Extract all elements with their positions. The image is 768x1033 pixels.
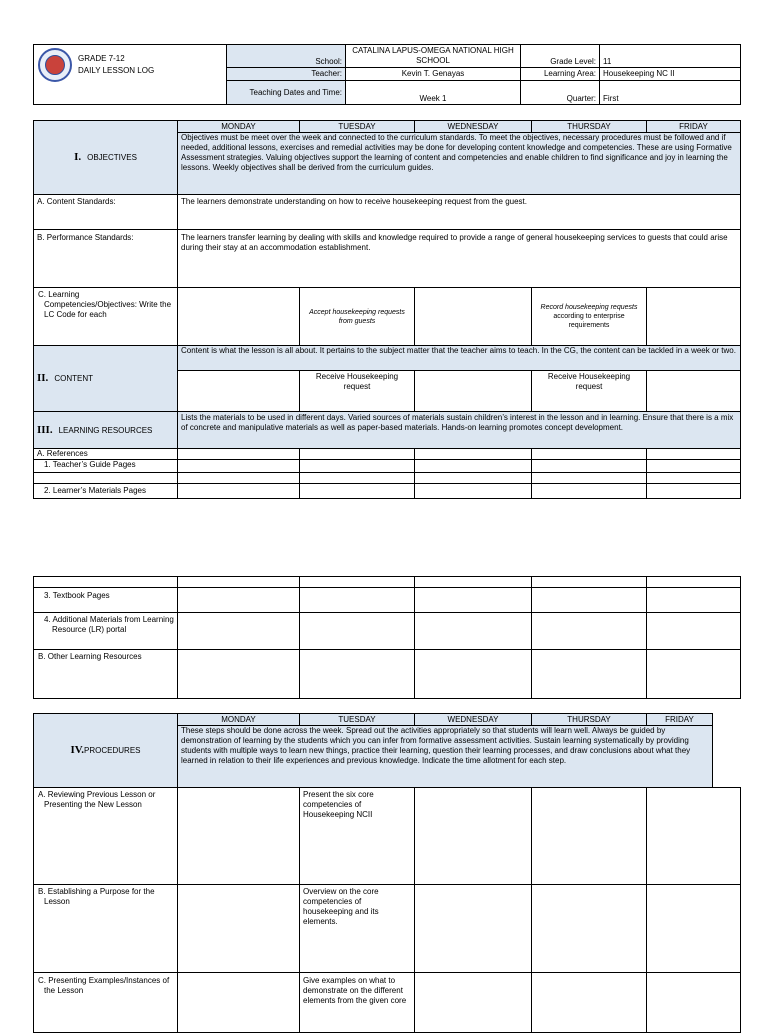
proc-c-tuesday: Give examples on what to demonstrate on the different elements from the given core [300,973,415,1033]
competencies-label: C. Learning Competencies/Objectives: Write the LC Code for each [34,288,178,346]
resources-description: Lists the materials to be used in different days. Varied sources of materials sustain children’s interest in the lesson and in learning. Ensure that there is a mix of concrete and manipulative materials as well as paper-based materials. Hands-on learning promotes concept development. [178,412,741,449]
proc-day-tuesday: TUESDAY [300,714,415,726]
day-monday: MONDAY [178,121,300,133]
proc-b-label: B. Establishing a Purpose for the Lesson [34,885,178,973]
quarter-label: Quarter: [521,81,600,105]
quarter-value: First [600,81,741,105]
additional-materials-label: 4. Additional Materials from Learning Resource (LR) portal [34,613,178,650]
lesson-table-resources [33,576,741,699]
objectives-description: Objectives must be meet over the week and connected to the curriculum standards. To meet the objectives, necessary procedures must be followed and if needed, additional lessons, exercises and remedial activities may be done for developing content knowledge and competencies. These are using Formative Assessment strategies. Valuing objectives support the learning of content and competencies and enable children to find significance and joy in learning the lessons. Weekly objectives shall be derived from the curriculum guides. [178,133,741,195]
objectives-heading: I. OBJECTIVES [34,121,178,195]
learning-area-label: Learning Area: [521,68,600,81]
resources-heading: III. LEARNING RESOURCES [34,412,178,449]
log-title: DAILY LESSON LOG [78,66,155,75]
competencies-monday [178,288,300,346]
deped-seal-icon [38,48,72,82]
procedures-description: These steps should be done across the week. Spread out the activities appropriately so that students will learn well. Always be guided by demonstration of learning by the students which you can infer from formative assessment activities. Sustain learning systematically by providing students with multiple ways to learn new things, practice their learning, question their learning processes, and draw conclusions about what they learned in relation to their life experiences and previous knowledge. Indicate the time allotment for each step. [178,726,713,788]
dates-value: Week 1 [346,81,521,105]
grade-label: GRADE 7-12 [78,54,125,63]
competencies-thursday: Record housekeeping requests according to enterprise requirements [532,288,647,346]
learners-materials-label: 2. Learner’s Materials Pages [34,484,178,499]
content-friday [647,371,741,412]
teachers-guide-label: 1. Teacher’s Guide Pages [34,460,178,473]
proc-c-label: C. Presenting Examples/Instances of the Lesson [34,973,178,1033]
content-standards-text: The learners demonstrate understanding on how to receive housekeeping request from the guest. [178,195,741,230]
content-description: Content is what the lesson is all about. It pertains to the subject matter that the teacher aims to teach. In the CG, the content can be tackled in a week or two. [178,346,741,371]
teacher-label: Teacher: [227,68,346,81]
competencies-tuesday: Accept housekeeping requests from guests [300,288,415,346]
day-thursday: THURSDAY [532,121,647,133]
school-label: School: [227,45,346,68]
content-thursday: Receive Housekeeping request [532,371,647,412]
performance-standards-text: The learners transfer learning by dealing with skills and knowledge required to provide a range of general housekeeping services to guests that could arise during their stay at an accommodation establishment. [178,230,741,288]
lesson-table-objectives [33,120,741,499]
content-standards-label: A. Content Standards: [34,195,178,230]
grade-level-value: 11 [600,45,741,68]
proc-day-monday: MONDAY [178,714,300,726]
lesson-table-procedures [33,713,713,788]
grade-level-label: Grade Level: [521,45,600,68]
proc-b-tuesday: Overview on the core competencies of housekeeping and its elements. [300,885,415,973]
day-wednesday: WEDNESDAY [415,121,532,133]
procedures-heading: IV.PROCEDURES [34,714,178,788]
proc-day-friday: FRIDAY [647,714,713,726]
procedures-day-header-row [34,714,713,726]
competencies-wednesday [415,288,532,346]
content-wednesday [415,371,532,412]
lesson-table-procedures-body [33,787,741,1033]
header-table [33,44,741,105]
content-heading: II. CONTENT [34,346,178,412]
proc-day-thursday: THURSDAY [532,714,647,726]
competencies-friday [647,288,741,346]
day-header-row [34,121,741,133]
other-resources-label: B. Other Learning Resources [34,650,178,699]
content-tuesday: Receive Housekeeping request [300,371,415,412]
day-friday: FRIDAY [647,121,741,133]
proc-day-wednesday: WEDNESDAY [415,714,532,726]
header-logo-cell [34,45,227,105]
proc-a-tuesday: Present the six core competencies of Housekeeping NCII [300,788,415,885]
day-tuesday: TUESDAY [300,121,415,133]
references-label: A. References [34,449,178,460]
textbook-label: 3. Textbook Pages [34,588,178,613]
dates-label: Teaching Dates and Time: [227,81,346,105]
learning-area-value: Housekeeping NC II [600,68,741,81]
content-monday [178,371,300,412]
performance-standards-label: B. Performance Standards: [34,230,178,288]
teacher-value: Kevin T. Genayas [346,68,521,81]
proc-a-label: A. Reviewing Previous Lesson or Presenting the New Lesson [34,788,178,885]
school-value: CATALINA LAPUS-OMEGA NATIONAL HIGH SCHOOL [346,45,521,68]
